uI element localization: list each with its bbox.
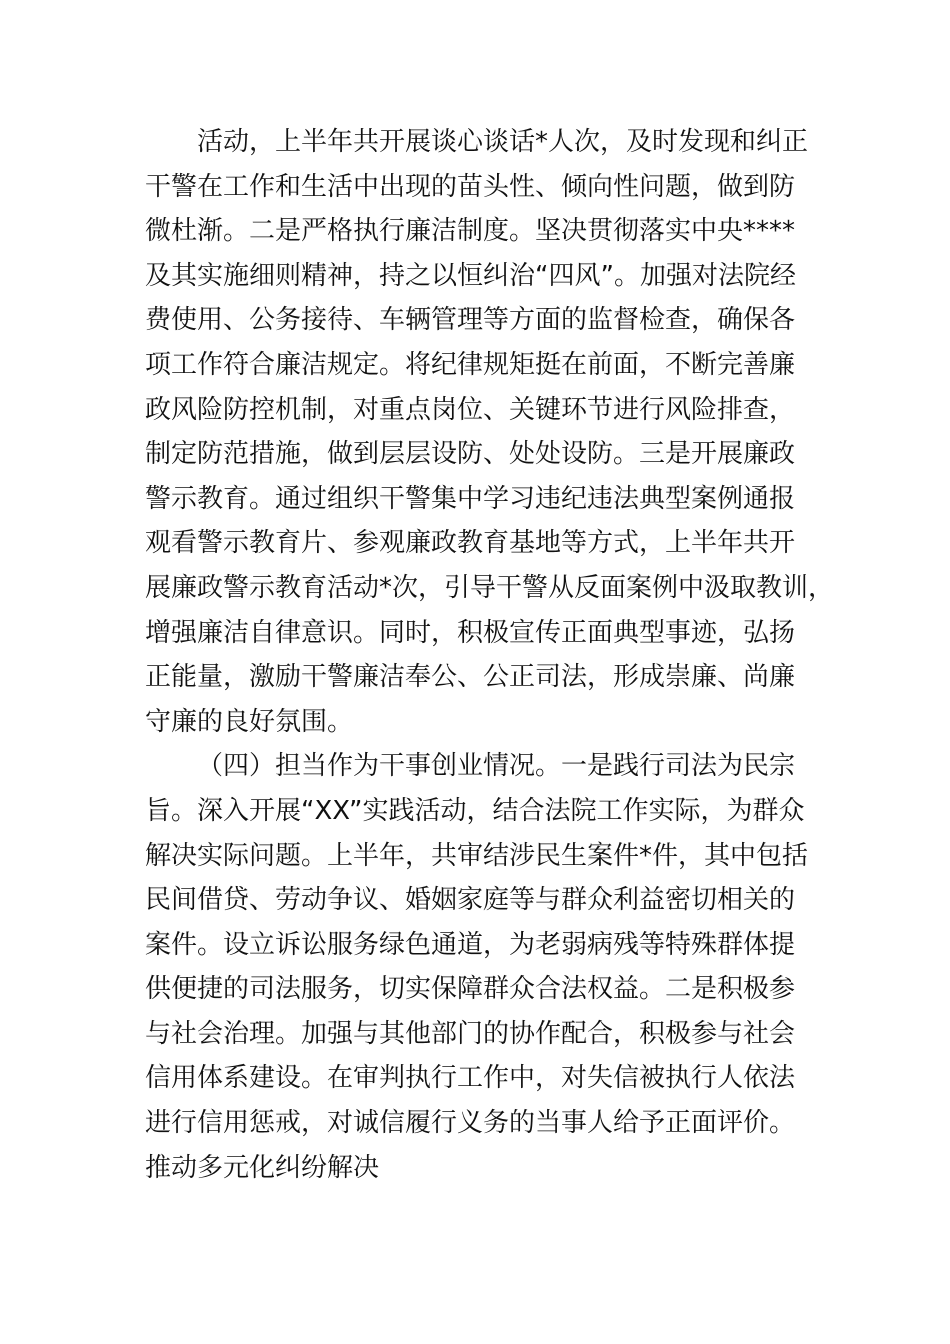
text-line: 展廉政警示教育活动*次，引导干警从反面案例中汲取教训， xyxy=(145,572,835,603)
text-line: 守廉的良好氛围。 xyxy=(145,706,354,737)
text-line: 民间借贷、劳动争议、婚姻家庭等与群众利益密切相关的 xyxy=(145,885,796,916)
text-line: 政风险防控机制，对重点岗位、关键环节进行风险排查， xyxy=(145,394,796,425)
text-line: 旨。深入开展“XX”实践活动，结合法院工作实际，为群众 xyxy=(145,795,805,826)
text-line: 活动，上半年共开展谈心谈话*人次，及时发现和纠正 xyxy=(197,127,809,157)
text-line: 警示教育。通过组织干警集中学习违纪违法典型案例通报 xyxy=(145,483,796,514)
text-line: 与社会治理。加强与其他部门的协作配合，积极参与社会 xyxy=(145,1018,796,1049)
text-line: 正能量，激励干警廉洁奉公、公正司法，形成崇廉、尚廉 xyxy=(145,662,796,693)
section-heading-line: （四）担当作为干事创业情况。一是践行司法为民宗 xyxy=(197,751,796,782)
text-line: 案件。设立诉讼服务绿色通道，为老弱病残等特殊群体提 xyxy=(145,929,796,960)
text-line: 观看警示教育片、参观廉政教育基地等方式，上半年共开 xyxy=(145,528,796,559)
text-line: 项工作符合廉洁规定。将纪律规矩挺在前面，不断完善廉 xyxy=(145,349,796,380)
text-line: 增强廉洁自律意识。同时，积极宣传正面典型事迹，弘扬 xyxy=(145,617,796,648)
text-line: 微杜渐。二是严格执行廉洁制度。坚决贯彻落实中央**** xyxy=(145,216,796,247)
text-line: 供便捷的司法服务，切实保障群众合法权益。二是积极参 xyxy=(145,974,796,1005)
document-body xyxy=(145,120,845,1190)
text-line: 制定防范措施，做到层层设防、处处设防。三是开展廉政 xyxy=(145,439,796,470)
text-line: 信用体系建设。在审判执行工作中，对失信被执行人依法 xyxy=(145,1063,796,1094)
text-line: 及其实施细则精神，持之以恒纠治“四风”。加强对法院经 xyxy=(145,260,796,291)
text-line: 费使用、公务接待、车辆管理等方面的监督检查，确保各 xyxy=(145,305,796,336)
text-line: 进行信用惩戒，对诚信履行义务的当事人给予正面评价。 xyxy=(145,1108,796,1139)
text-line: 推动多元化纠纷解决 xyxy=(145,1152,380,1183)
text-line: 干警在工作和生活中出现的苗头性、倾向性问题，做到防 xyxy=(145,171,796,202)
text-line: 解决实际问题。上半年，共审结涉民生案件*件，其中包括 xyxy=(145,840,809,871)
